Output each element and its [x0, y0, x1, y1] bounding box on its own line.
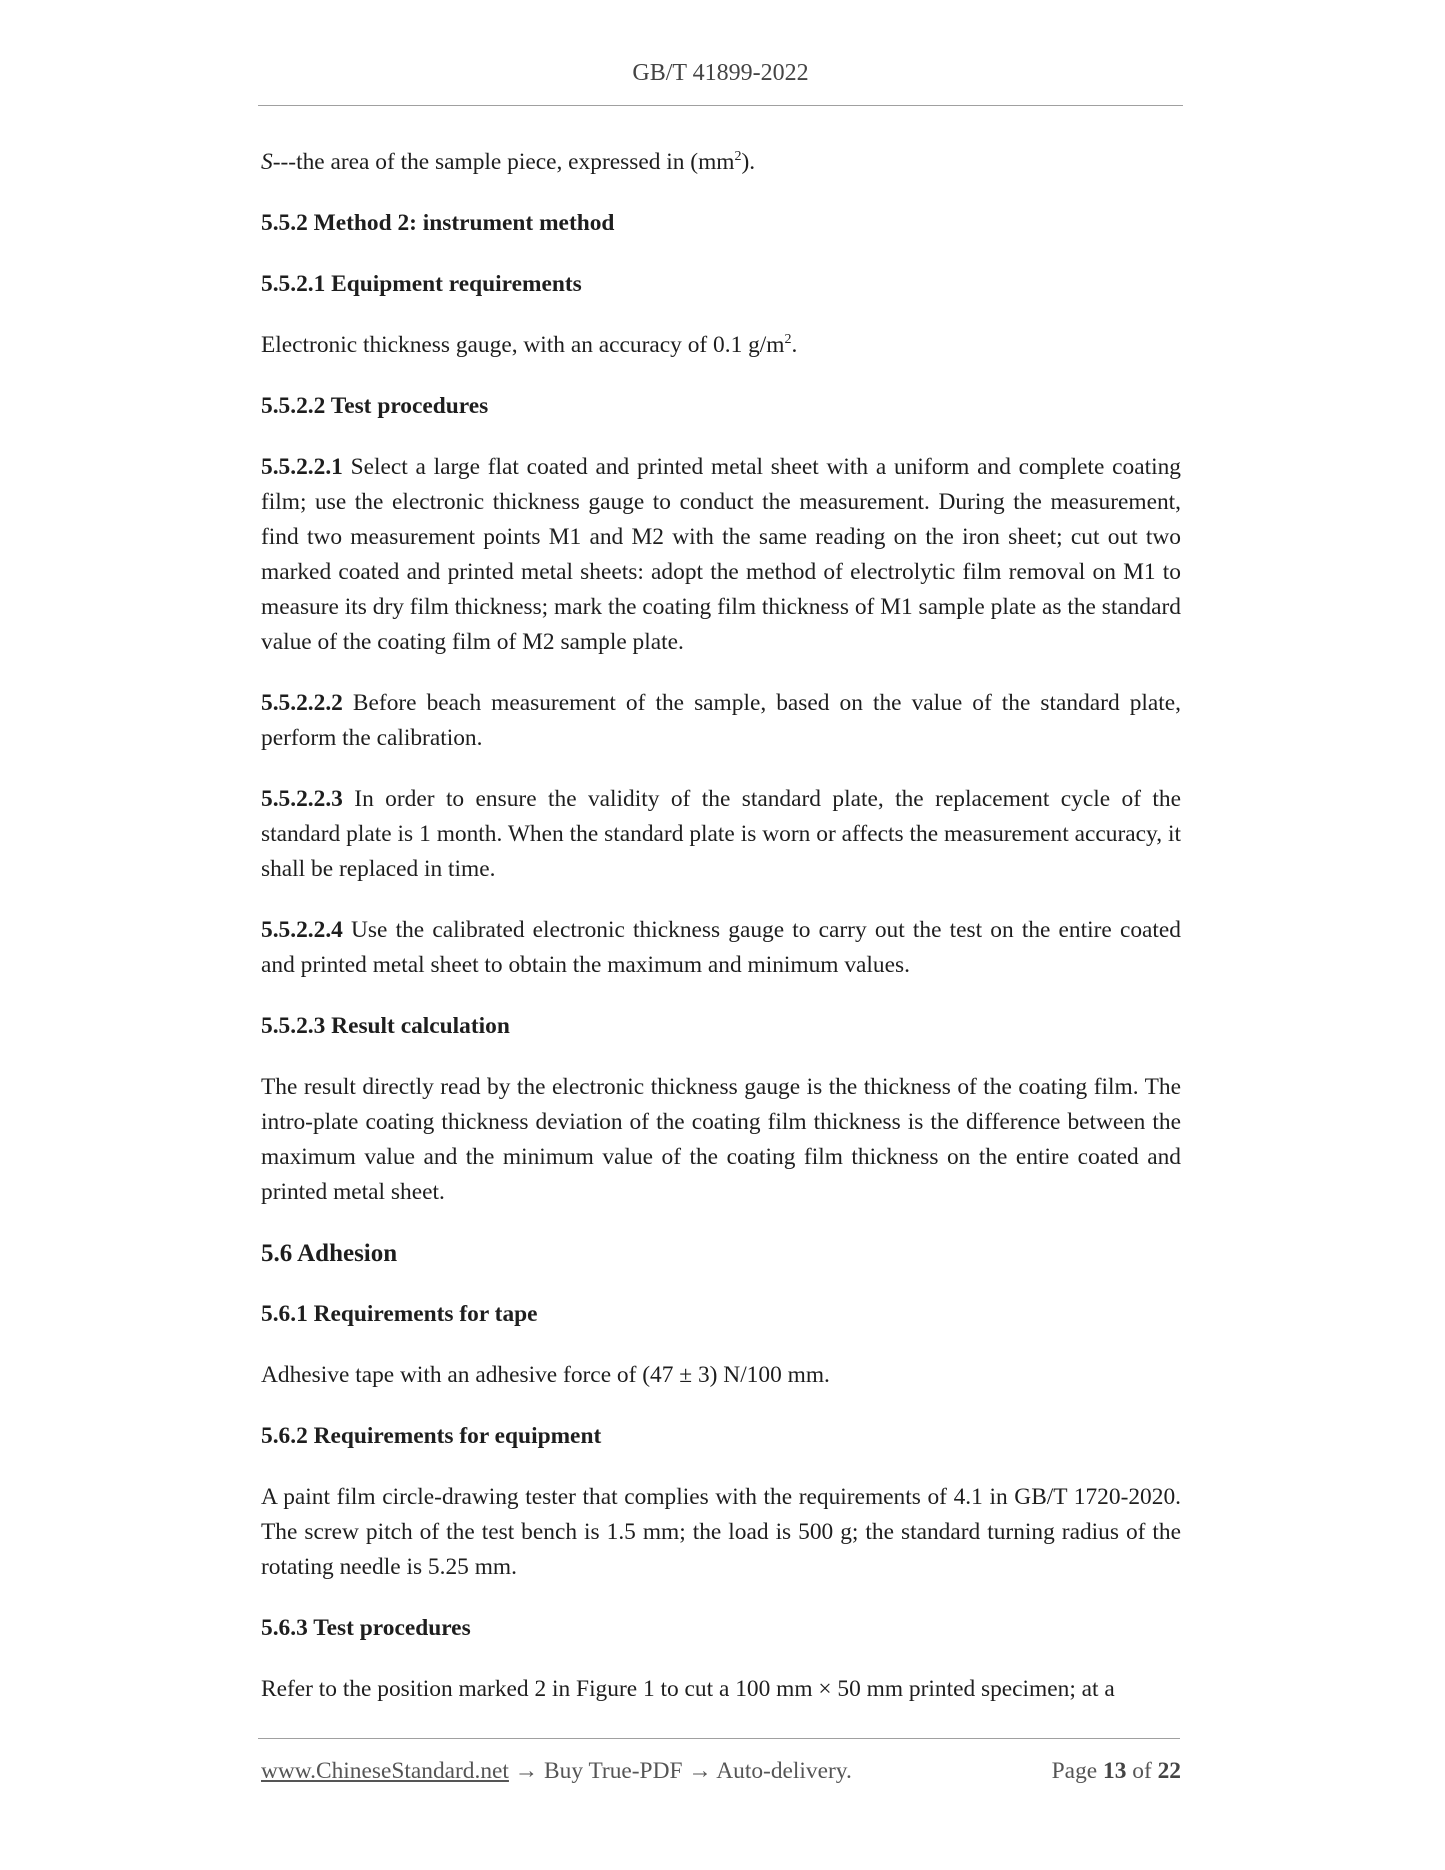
page-content — [261, 145, 1181, 1707]
heading-5-6: 5.6 Adhesion — [261, 1240, 398, 1267]
paragraph-5-5-2-2-1 — [261, 450, 1181, 660]
heading-5-6-2: 5.6.2 Requirements for equipment — [261, 1423, 602, 1449]
heading-5-6-1: 5.6.1 Requirements for tape — [261, 1301, 538, 1327]
page-label: Page — [1051, 1758, 1098, 1784]
area-variable: S — [261, 149, 273, 175]
result-text: The result directly read by the electronic thickness gauge is the thickness of the coating film. The intro-plate coating thickness deviation of the coating film thickness is the difference between the maximum value and the minimum value of the coating film thickness on the entire coated and printed metal sheet. — [261, 1074, 1181, 1205]
area-definition-text: ---the area of the sample piece, expressed in (mm — [272, 149, 735, 175]
area-definition-end: ). — [741, 149, 756, 175]
footer-promo-text: → Buy True-PDF → Auto-delivery. — [508, 1758, 852, 1784]
equipment-text-body: Electronic thickness gauge, with an accuracy of 0.1 g/m — [261, 332, 785, 358]
heading-5-5-2-2: 5.5.2.2 Test procedures — [261, 393, 489, 419]
equipment-text — [261, 328, 1181, 363]
clause-number: 5.5.2.2.2 — [261, 690, 343, 716]
page-header: GB/T 41899-2022 — [632, 60, 809, 86]
last-paragraph: Refer to the position marked 2 in Figure 1 to cut a 100 mm × 50 mm printed specimen; at a — [261, 1676, 1115, 1702]
clause-text: Before beach measurement of the sample, based on the value of the standard plate, perform the calibration. — [261, 690, 1181, 751]
paragraph-5-5-2-2-2 — [261, 686, 1181, 756]
header-divider — [258, 105, 1183, 106]
heading-5-5-2-3: 5.5.2.3 Result calculation — [261, 1013, 510, 1039]
heading-5-5-2: 5.5.2 Method 2: instrument method — [261, 210, 615, 236]
site-link[interactable]: www.ChineseStandard.net — [261, 1758, 509, 1784]
clause-text: Select a large flat coated and printed metal sheet with a uniform and complete coating film; use the electronic thickness gauge to conduct the measurement. During the measurement, find two measurement points M1 and M2 with the same reading on the iron sheet; cut out two marked coated and printed metal sheets: adopt the method of electrolytic film removal on M1 to measure its dry film thickness; mark the coating film thickness of M1 sample plate as the standard value of the coating film of M2 sample plate. — [261, 454, 1181, 655]
clause-number: 5.5.2.2.4 — [261, 917, 343, 943]
equipment2-text: A paint film circle-drawing tester that complies with the requirements of 4.1 in GB/T 1720-2020. The screw pitch of the test bench is 1.5 mm; the load is 500 g; the standard turning radius of the rotating needle is 5.25 mm. — [261, 1484, 1181, 1580]
paragraph-5-5-2-2-4 — [261, 913, 1181, 983]
clause-number: 5.5.2.2.1 — [261, 454, 343, 480]
clause-number: 5.5.2.2.3 — [261, 786, 343, 812]
footer-divider — [258, 1738, 1180, 1739]
paragraph-5-5-2-2-3 — [261, 782, 1181, 887]
area-definition — [261, 145, 1181, 180]
page-number: 13 — [1103, 1758, 1127, 1784]
clause-text: Use the calibrated electronic thickness gauge to carry out the test on the entire coated and printed metal sheet to obtain the maximum and minimum values. — [261, 917, 1181, 978]
page-total: 22 — [1157, 1758, 1181, 1784]
clause-text: In order to ensure the validity of the standard plate, the replacement cycle of the standard plate is 1 month. When the standard plate is worn or affects the measurement accuracy, it shall be replaced in time. — [261, 786, 1181, 882]
heading-5-6-3: 5.6.3 Test procedures — [261, 1615, 471, 1641]
area-superscript: 2 — [734, 149, 742, 165]
equipment-superscript: 2 — [784, 332, 792, 348]
tape-text: Adhesive tape with an adhesive force of (47 ± 3) N/100 mm. — [261, 1362, 830, 1388]
footer-promo — [261, 1758, 852, 1785]
of-label: of — [1132, 1758, 1152, 1784]
equipment-text-end: . — [791, 332, 798, 358]
heading-5-5-2-1: 5.5.2.1 Equipment requirements — [261, 271, 582, 297]
page-indicator — [1052, 1758, 1181, 1785]
